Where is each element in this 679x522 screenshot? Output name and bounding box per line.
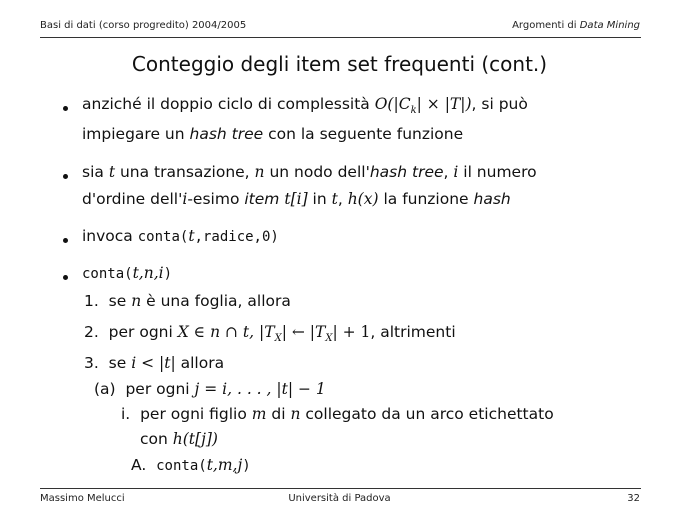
bullet-1-line-1 (82, 95, 528, 116)
substep-i-line-1 (121, 405, 554, 423)
emph: hash (473, 190, 511, 208)
step-number: 2. (84, 323, 99, 341)
code: conta( (82, 266, 133, 282)
step-1 (84, 292, 291, 310)
math: h(x) (347, 190, 379, 208)
emph: hash tree (369, 163, 444, 181)
step-number: 1. (84, 292, 99, 310)
text: la funzione (378, 190, 474, 208)
math: i (453, 163, 459, 181)
text: per ogni (108, 323, 178, 341)
text: per ogni figlio (140, 405, 252, 423)
footer-institution: Università di Padova (288, 493, 391, 504)
header-topic (512, 20, 640, 31)
text: , si può (471, 95, 528, 113)
math: | ← |T (281, 323, 326, 341)
text: in (307, 190, 332, 208)
header-topic-prefix: Argomenti di (512, 20, 580, 31)
text: d'ordine dell' (82, 190, 183, 208)
footer-author: Massimo Melucci (40, 493, 125, 504)
math: X ∈ n ∩ t, |T (177, 323, 275, 341)
text: , (337, 190, 348, 208)
text: , (443, 163, 454, 181)
math: t (188, 227, 195, 245)
text: con la seguente funzione (263, 125, 464, 143)
emph: item (244, 190, 280, 208)
math-sub: X (274, 333, 282, 345)
math: n (290, 405, 301, 423)
text: per ogni (125, 380, 195, 398)
text: collegato da un arco etichettato (300, 405, 554, 423)
footer-rule (40, 488, 641, 489)
text: allora (175, 354, 225, 372)
step-2 (84, 323, 456, 344)
math-sub: k (410, 105, 417, 117)
bullet-2-line-1 (82, 163, 537, 181)
text: impiegare un (82, 125, 190, 143)
text: di (266, 405, 291, 423)
math: h(t[j]) (172, 430, 218, 448)
substep-number: i. (121, 405, 131, 423)
text: il numero (458, 163, 537, 181)
code: conta( (156, 458, 207, 474)
code: ) (242, 458, 251, 474)
text: -esimo (187, 190, 245, 208)
step-number: 3. (84, 354, 99, 372)
text: una transazione, (115, 163, 255, 181)
slide-title: Conteggio degli item set frequenti (cont.) (131, 52, 548, 76)
text: , altrimenti (370, 323, 456, 341)
math: t,m,j (206, 456, 243, 474)
header-rule (40, 37, 641, 38)
bullet-1-line-2 (82, 125, 463, 143)
footer-page-number: 32 (627, 493, 640, 504)
emph: hash tree (189, 125, 264, 143)
bullet-dot (63, 275, 68, 280)
substep-a (94, 380, 326, 398)
math-sub: X (325, 333, 333, 345)
text: anziché il doppio ciclo di complessità (82, 95, 375, 113)
text: è una foglia, allora (141, 292, 291, 310)
code: ,radice,0) (194, 229, 279, 245)
code: conta( (137, 229, 189, 245)
text: un nodo dell' (264, 163, 370, 181)
math: | × |T|) (416, 95, 472, 113)
bullet-dot (63, 238, 68, 243)
header-course: Basi di dati (corso progredito) 2004/2005 (40, 20, 247, 31)
bullet-2-line-2 (82, 190, 511, 208)
math: t (108, 163, 116, 181)
code: ) (163, 266, 173, 282)
text: sia (82, 163, 109, 181)
math: t[i] (284, 190, 308, 208)
math: t (331, 190, 338, 208)
text: se (108, 292, 132, 310)
math: n (131, 292, 142, 310)
math: n (254, 163, 265, 181)
substep-A (131, 456, 251, 474)
math: | + 1 (332, 323, 371, 341)
text: con (140, 430, 173, 448)
bullet-4 (82, 264, 172, 282)
math: i < |t| (131, 354, 176, 372)
bullet-3 (82, 227, 279, 245)
step-3 (84, 354, 224, 372)
math: j = i, . . . , |t| − 1 (194, 380, 326, 398)
text: se (108, 354, 132, 372)
math: O(|C (374, 95, 411, 113)
math: i (182, 190, 188, 208)
header-topic-emph: Data Mining (579, 20, 640, 31)
substep-i-line-2 (140, 430, 218, 448)
substep-number: A. (131, 456, 147, 474)
math: m (251, 405, 267, 423)
math: t,n,i (132, 264, 164, 282)
bullet-dot (63, 174, 68, 179)
text: invoca (82, 227, 138, 245)
substep-number: (a) (94, 380, 116, 398)
bullet-dot (63, 106, 68, 111)
